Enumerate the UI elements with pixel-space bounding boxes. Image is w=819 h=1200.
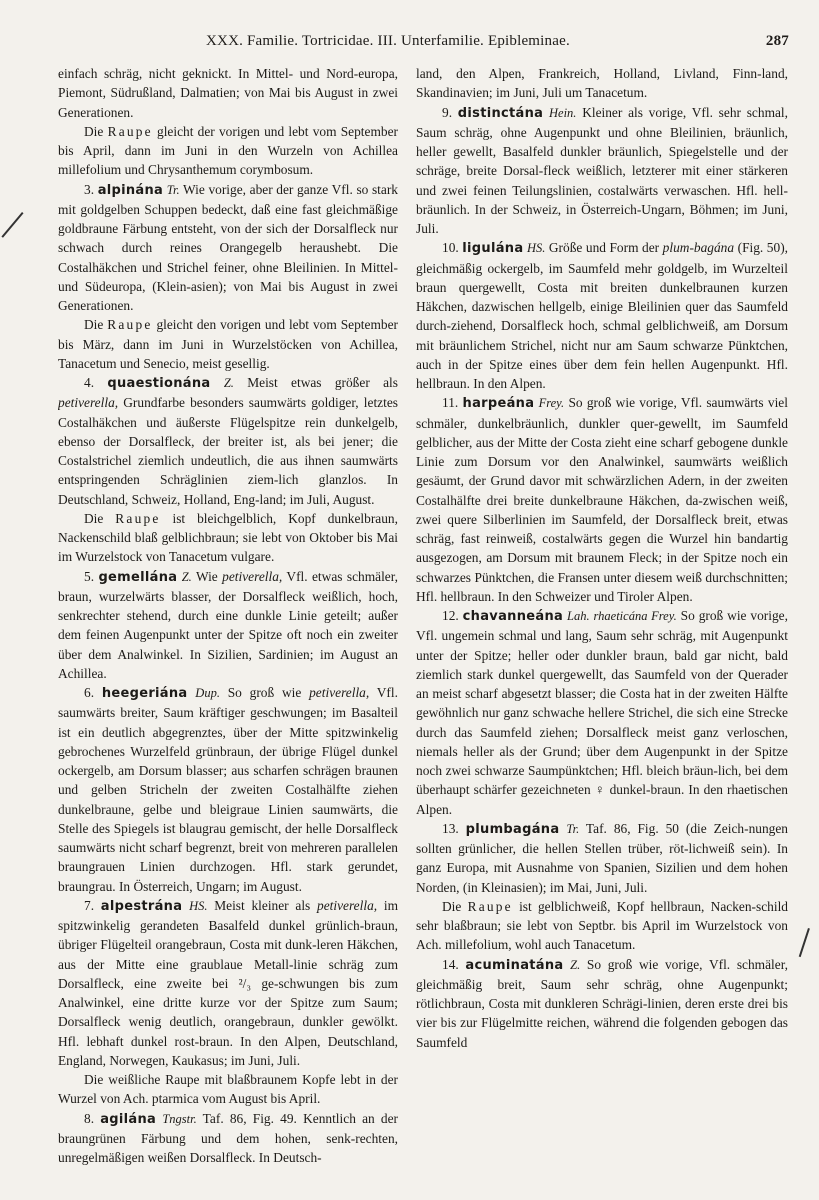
species-author: HS.	[189, 898, 208, 913]
header-title: XXX. Familie. Tortricidae. III. Unterfamilie. Epibleminae.	[206, 33, 570, 49]
species-entry-5: 5. gemellána Z. Wie petiverella, Vfl. etwas schmäler, braun, wurzelwärts blasser, der Dorsalfleck weißlich, hoch, senkrechter stehend, durch eine dunkle Linie geteilt; außer dem feinen Augenpunkt unter der Spitze oft noch ein zweiter über dem Analwinkel. In Sizilien, Sardinien; im August an Achillea.	[58, 568, 398, 681]
species-synonym: rhaeticána Frey.	[593, 609, 677, 623]
paragraph: Die Raupe gleicht den vorigen und lebt vom September bis März, dann im Juni in Wurzelstöcken von Achillea, Tanacetum und Senecio, meist gesellig.	[58, 317, 398, 371]
species-author: Frey.	[538, 396, 565, 411]
left-column	[58, 64, 398, 1190]
species-name: acuminatána	[465, 957, 564, 973]
species-entry-12: 12. chavanneána Lah. rhaeticána Frey. So groß wie vorige, Vfl. ungemein schmal und lang, Saum sehr schräg, mit Augenpunkt unter der Spitze; heller oder dunkler braun, bald gar nicht, bald ziemlich stark dunkel quergewellt, das Saumfeld von der Querader an meist scharf abgesetzt blasser; die Costa hat in der zweiten Hälfte gewöhnlich nur ganz schwache hellere Strichel, die sich eine Strecke durch das Saumfeld ziehen; Dorsalfleck meist ganz verloschen, niemals heller als der Grund; über dem Augenpunkt in der Spitze noch zwei schwarze Saumpünktchen; Hfl. bleich bräun-lich, bei dem überhaupt schärfer gezeichneten ♀ dunkel-braun. In den rhaetischen Alpen.	[416, 608, 788, 817]
species-entry-4: 4. quaestionána Z. Meist etwas größer als petiverella, Grundfarbe besonders saumwärts goldiger, letztes Costalhäkchen und äußerste Flügelspitze rein dunkelgelb, ebenso der Dorsalfleck, der breiter ist, als bei jener; die Costalstrichel ziemlich undeutlich, die aus ihnen saumwärts entspringenden Schräglinien ziem-lich glanzlos. In Deutschland, Schweiz, Holland, Eng-land; im Juli, August.	[58, 375, 398, 507]
species-name: ligulána	[462, 241, 524, 257]
margin-pencil-mark	[799, 928, 810, 957]
species-name: gemellána	[98, 569, 178, 585]
species-name: agilána	[100, 1111, 157, 1127]
species-author: Z.	[223, 376, 234, 390]
species-author: HS.	[526, 241, 546, 256]
species-name: quaestionána	[107, 376, 211, 391]
species-entry-8: 8. agilána Tngstr. Taf. 86, Fig. 49. Kenntlich an der braungrünen Färbung und dem hohen, senk-rechten, unregelmäßigen weißen Dorsalfleck. In Deutsch-	[58, 1110, 398, 1165]
species-name: distinctána	[457, 105, 544, 121]
species-name: chavanneána	[462, 609, 564, 624]
species-author: Lah.	[567, 609, 590, 623]
species-author: Z.	[181, 569, 192, 584]
species-name: plumbagána	[465, 821, 560, 837]
species-entry-9: 9. distinctána Hein. Kleiner als vorige, Vfl. sehr schmal, Saum schräg, ohne Augenpunkt und ohne Bleilinien, bräunlich, heller gewellt, Basalfeld dunkler bräunlich, Spiegelstelle und der schräge, breite Dorsal-fleck weißlich, letzterer mit einer stärkeren und zwei feinen Teilungslinien, costalwärts verwaschen. Hfl. hell-bräunlich. In der Schweiz, in Österreich-Ungarn, Böhmen; im Juni, Juli.	[416, 104, 788, 236]
species-author: Tr.	[566, 821, 580, 836]
paragraph: Die Raupe ist gelblichweiß, Kopf hellbraun, Nacken-schild sehr blaßbraun; sie lebt von Septbr. bis April im Wurzelstock von Ach. millefolium, wohl auch Tanacetum.	[416, 898, 788, 953]
species-entry-11: 11. harpeána Frey. So groß wie vorige, Vfl. saumwärts viel schmäler, dunkelbräunlich, dunkler quer-gewellt, im Saumfeld gelblicher, aus der Mitte der Costa zieht eine scharf gebogene dunkle Linie zum Dorsum vor den Analwinkel, saumwärts weißlich gesäumt, der Grund davor mit schwärzlichen Adern, in der zweiten Costalhälfte drei breite dunkelbraune Häkchen, da-zwischen weiß, zwei quere Silberlinien im Saumfeld, der Dorsalfleck breit, etwas schräg, fast reinweiß, costalwärts gegen die Wurzel hin bandartig ausgezogen, am Dorsum mit braunem Fleck; in der Spitze noch ein schwarzes Pünktchen, die Fransen unter diesem weiß durchschnitten; Hfl. hellbraun. In den Schweizer und Tiroler Alpen.	[416, 395, 788, 604]
paragraph: land, den Alpen, Frankreich, Holland, Livland, Finn-land, Skandinavien; im Juni, Juli um Tanacetum.	[416, 66, 788, 101]
species-name: alpinána	[97, 182, 164, 198]
species-name: alpestrána	[100, 898, 183, 914]
paragraph: Die Raupe gleicht der vorigen und lebt vom September bis April, dann im Juni in den Wurzeln von Achillea millefolium und Chrysanthemum corymbosum.	[58, 123, 398, 178]
species-name: harpeána	[462, 396, 535, 412]
page-number: 287	[765, 33, 789, 49]
paragraph: einfach schräg, nicht geknickt. In Mittel- und Nord-europa, Piemont, Südrußland, Dalmatien; von Mai bis August in zwei Generationen.	[58, 66, 398, 120]
right-column	[416, 64, 788, 1190]
species-author: Dup.	[195, 686, 220, 700]
species-entry-3: 3. alpinána Tr. Wie vorige, aber der ganze Vfl. so stark mit goldgelben Schuppen bedeckt, daß eine fast gleichmäßige goldbraune Färbung entsteht, von der sich der Dorsalfleck nur schwach durch reines Orangegelb heraushebt. Die Costalhäkchen und Strichel feiner, ohne Bleilinien. In Mittel- und Südeuropa, (Klein-asien); von Mai bis August in zwei Generationen.	[58, 181, 398, 313]
species-entry-14: 14. acuminatána Z. So groß wie vorige, Vfl. schmäler, gleichmäßig breit, Saum sehr schräg, ohne Augenpunkt; rötlichbraun, Costa mit dunkleren Schrägi-linien, deren erste drei bis vier bis zur Flügelmitte reichen, während die folgenden gebogen das Saumfeld	[416, 956, 788, 1050]
species-author: Z.	[570, 957, 581, 972]
paragraph: Die Raupe ist bleichgelblich, Kopf dunkelbraun, Nackenschild blaß gelblichbraun; sie lebt von Oktober bis Mai im Wurzelstock von Tanacetum vulgare.	[58, 510, 398, 565]
species-author: Tngstr.	[162, 1111, 197, 1126]
species-entry-7: 7. alpestrána HS. Meist kleiner als petiverella, im spitzwinkelig gerandeten Basalfeld dunkel grünlich-braun, übriger Flügelteil orangebraun, Costa mit dunk-leren Häkchen, aus der Mitte eine graublaue Metall-linie schräg zum Dorsalfleck, eine zweite bei ²/₃ ge-schwungen bis zum Analwinkel, eine dritte kurze vor der Spitze zum Saum; Dorsalfleck wenig deutlich, orangebraun, dunkler gewölkt. Hfl. lebhaft dunkel rost-braun. In den Alpen, Deutschland, England, Norwegen, Kaukasus; im Juni, Juli.	[58, 897, 398, 1068]
species-name: heegeriána	[101, 686, 188, 701]
species-entry-10: 10. ligulána HS. Größe und Form der plum-bagána (Fig. 50), gleichmäßig ockergelb, im Saumfeld mehr goldgelb, im Wurzelteil braun quergewellt, Costa mit breiten dunkelbraunen kurzen Häkchen, dazwischen hellgelb, einige Bleilinien quer das Saumfeld durch-ziehend, Dorsalfleck hoch, schmal gelblichweiß, am Dorsum mit bräunlichem Strichel, nicht nur am Saum schwarze Pünktchen, auch in der Spitze eines über dem fein hellen Augenpunkt. Hfl. hellbraun. In den Alpen.	[416, 240, 788, 391]
species-entry-13: 13. plumbagána Tr. Taf. 86, Fig. 50 (die Zeich-nungen sollten grünlicher, die hellen Stellen trüber, röt-lichweiß sein). In ganz Europa, mit Ausnahme von Spanien, Sizilien und dem hohen Norden, (in Kleinasien); im Mai, Juni, Juli.	[416, 820, 788, 895]
species-author: Tr.	[166, 182, 180, 197]
raupe-word: Raupe	[107, 123, 153, 139]
species-author: Hein.	[549, 105, 577, 120]
paragraph: Die weißliche Raupe mit blaßbraunem Kopfe lebt in der Wurzel von Ach. ptarmica vom August bis April.	[58, 1072, 398, 1107]
margin-pencil-mark	[1, 212, 23, 238]
running-header	[56, 33, 789, 55]
species-entry-6: 6. heegeriána Dup. So groß wie petiverella, Vfl. saumwärts breiter, Saum kräftiger geschwungen; im Basalteil ist ein deutlich abgegrenztes, über der Mitte spitzwinkelig gebrochenes Wurzelfeld grünbraun, der übrige Flügel dunkel ockergelb, am Dorsum blasser; aus scharfen schrägen braunen und gelben Stricheln der zweiten Costalhälfte ziehen dunkelbraune, gelbe und bleigraue Linien saumwärts, die Stelle des Spiegels ist blaugrau gemischt, der helle Dorsalfleck saumwärts nicht scharf begrenzt, breit von mehreren parallelen braungrauen Linien durchzogen. Hfl. stark gerundet, braungrau. In Österreich, Ungarn; im August.	[58, 685, 398, 894]
